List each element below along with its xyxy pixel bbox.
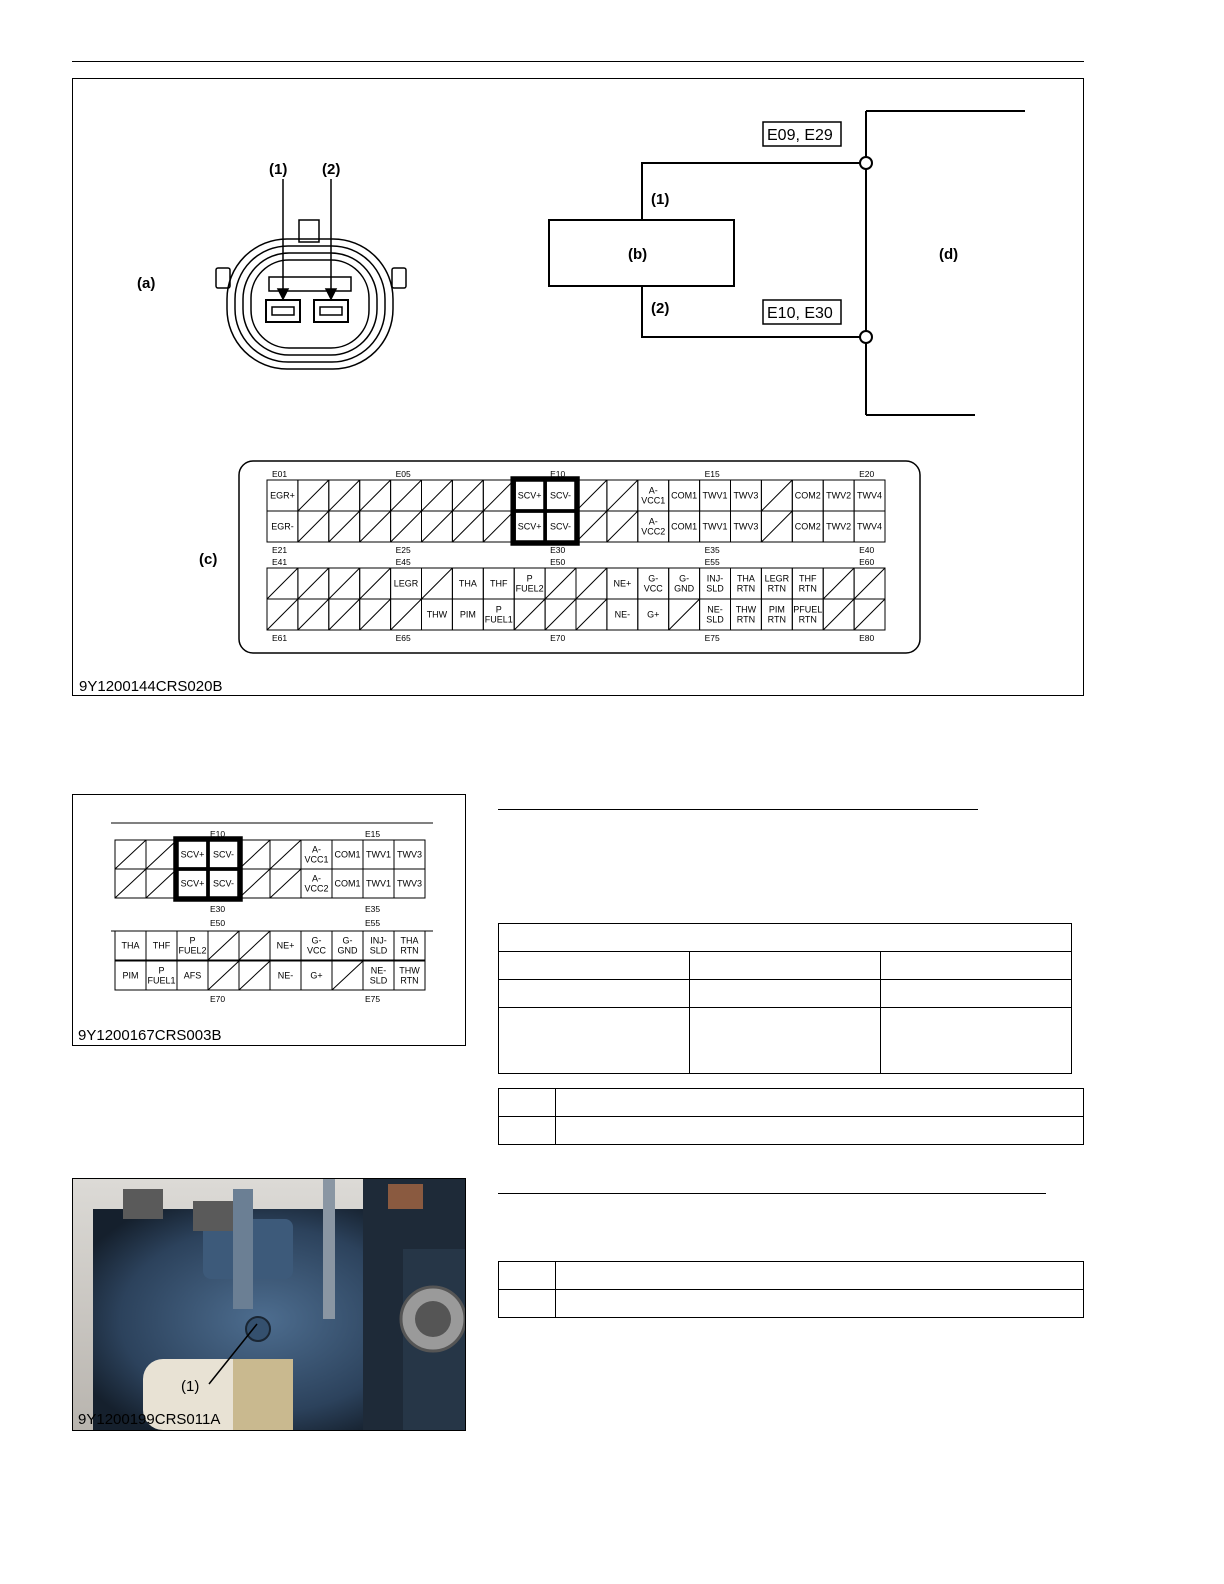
pin-label: THF [152, 940, 171, 951]
section-rule-1 [498, 809, 978, 810]
pin-label: PIM [122, 970, 139, 981]
pin-label: FUEL1 [484, 614, 513, 625]
empty-pin-slash [576, 568, 607, 599]
pin-position-label: E35 [365, 904, 381, 914]
empty-pin-slash [239, 840, 270, 869]
empty-pin-slash [329, 480, 360, 511]
pin-position-label: E65 [395, 633, 411, 643]
pin-position-label: E70 [210, 994, 226, 1004]
pin-label: SCV- [212, 849, 235, 860]
table-cell [499, 1117, 556, 1145]
pin-position-label: E10 [550, 469, 566, 479]
pin-label: THA [400, 935, 419, 946]
empty-pin-slash [422, 480, 453, 511]
pin-label: TWV3 [396, 849, 423, 860]
empty-pin-slash [391, 511, 422, 542]
pin-position-label: E15 [704, 469, 720, 479]
terminal-top-label: E09, E29 [767, 127, 833, 144]
pin-label: G+ [310, 970, 323, 981]
pin-label: RTN [400, 975, 419, 986]
pin-label: NE- [707, 604, 723, 615]
pin-position-label: E35 [704, 545, 720, 555]
empty-pin-slash [576, 480, 607, 511]
empty-pin-slash [115, 840, 146, 869]
empty-pin-slash [267, 599, 298, 630]
pin-label: VCC2 [641, 526, 666, 537]
pin-position-label: E41 [272, 557, 288, 567]
pin-label: NE- [370, 965, 387, 976]
empty-pin-slash [329, 568, 360, 599]
pin-label: SCV+ [517, 521, 542, 532]
pin-label: A- [312, 844, 321, 855]
pin-label: TWV2 [826, 490, 852, 501]
empty-pin-slash [329, 511, 360, 542]
empty-pin-slash [146, 840, 177, 869]
table-cell [881, 1008, 1072, 1074]
pin-label: NE+ [276, 940, 295, 951]
pin-label: A- [312, 873, 321, 884]
table-cell [499, 1089, 556, 1117]
result-table-1 [498, 1088, 1084, 1145]
pin-label: GND [337, 945, 358, 956]
pin-label: THA [121, 940, 140, 951]
ecu-pin-grid [267, 469, 885, 643]
pin-label: A- [648, 485, 658, 496]
label-b: (b) [628, 246, 648, 263]
pin-label: COM1 [671, 490, 698, 501]
pin-label: COM1 [671, 521, 698, 532]
pin-position-label: E30 [550, 545, 566, 555]
measurement-table [498, 923, 1072, 1074]
pin-position-label: E55 [365, 918, 381, 928]
wiring-diagram-figure [72, 78, 1084, 696]
pin-position-label: E45 [395, 557, 411, 567]
pin-label: P [526, 573, 533, 584]
pin-label: VCC1 [641, 495, 666, 506]
pin-label: RTN [798, 614, 817, 625]
table-cell [499, 1008, 690, 1074]
pin-label: TWV1 [365, 878, 392, 889]
pin-label: PIM [459, 609, 476, 620]
pin-label: TWV1 [365, 849, 392, 860]
pin-label: INJ- [706, 573, 724, 584]
pin-label: FUEL2 [178, 945, 207, 956]
empty-pin-slash [298, 599, 329, 630]
empty-pin-slash [607, 511, 638, 542]
empty-pin-slash [545, 568, 576, 599]
empty-pin-slash [360, 568, 391, 599]
pin-label: INJ- [370, 935, 387, 946]
ecu-detail [73, 795, 465, 1045]
pin-label: TWV3 [396, 878, 423, 889]
empty-pin-slash [576, 599, 607, 630]
engine-photo [72, 1178, 466, 1431]
table-cell [499, 952, 690, 980]
empty-pin-slash [761, 480, 792, 511]
connector-drawing [216, 220, 406, 369]
empty-pin-slash [239, 869, 270, 898]
pin-label: TWV1 [702, 490, 728, 501]
pin-label: THA [458, 578, 477, 589]
pin-label: LEGR [393, 578, 419, 589]
label-a: (a) [137, 275, 156, 292]
pin-label: VCC1 [304, 854, 329, 865]
pin-position-label: E05 [395, 469, 411, 479]
empty-pin-slash [514, 599, 545, 630]
empty-pin-slash [270, 869, 301, 898]
pin-label: TWV4 [857, 521, 883, 532]
pin-label: COM2 [794, 521, 821, 532]
empty-pin-slash [267, 568, 298, 599]
pin-label: NE- [277, 970, 294, 981]
pin-label: COM1 [334, 849, 361, 860]
empty-pin-slash [854, 568, 885, 599]
wire-2-label: (2) [651, 300, 670, 317]
pin-label: AFS [183, 970, 202, 981]
pin-label: THW [399, 965, 420, 976]
pin-label: G- [679, 573, 690, 584]
pin-position-label: E75 [365, 994, 381, 1004]
empty-pin-slash [669, 599, 700, 630]
pin-label: G- [311, 935, 322, 946]
table-cell [499, 980, 690, 1008]
empty-pin-slash [761, 511, 792, 542]
pin-label: TWV3 [733, 490, 759, 501]
pin-label: PIM [768, 604, 785, 615]
pin-label: VCC2 [304, 883, 329, 894]
pin-label: PFUEL [793, 604, 823, 615]
schematic [549, 111, 1025, 415]
pin-position-label: E20 [859, 469, 875, 479]
pin-label: VCC [643, 583, 663, 594]
pin-position-label: E40 [859, 545, 875, 555]
empty-pin-slash [360, 480, 391, 511]
pin-label: SLD [706, 614, 724, 625]
empty-pin-slash [545, 599, 576, 630]
empty-pin-slash [329, 599, 360, 630]
pin-label: RTN [736, 583, 756, 594]
photo-callout-1: (1) [181, 1378, 200, 1395]
empty-pin-slash [391, 480, 422, 511]
pin-position-label: E21 [272, 545, 288, 555]
pin-position-label: E01 [272, 469, 288, 479]
pin-label: G- [648, 573, 659, 584]
figure-code: 9Y1200144CRS020B [79, 678, 223, 695]
empty-pin-slash [452, 511, 483, 542]
table-cell [881, 952, 1072, 980]
callout-2-label: (2) [322, 161, 341, 178]
pin-label: TWV2 [826, 521, 852, 532]
pin-label: RTN [767, 583, 787, 594]
pin-label: SCV- [550, 490, 572, 501]
label-c: (c) [199, 551, 218, 568]
pin-label: G+ [647, 609, 660, 620]
pin-label: A- [648, 516, 658, 527]
empty-pin-slash [239, 961, 270, 990]
wire-1-label: (1) [651, 191, 670, 208]
empty-pin-slash [823, 568, 854, 599]
empty-pin-slash [332, 961, 363, 990]
pin-label: THF [799, 573, 817, 584]
empty-pin-slash [607, 480, 638, 511]
empty-pin-slash [483, 511, 514, 542]
pin-label: SLD [369, 945, 388, 956]
empty-pin-slash [576, 511, 607, 542]
table-cell [556, 1089, 1084, 1117]
table-cell [690, 980, 881, 1008]
empty-pin-slash [298, 511, 329, 542]
pin-label: LEGR [764, 573, 790, 584]
table-header [499, 924, 1072, 952]
pin-label: RTN [767, 614, 787, 625]
table-cell [556, 1262, 1084, 1290]
empty-pin-slash [483, 480, 514, 511]
pin-label: SCV- [212, 878, 235, 889]
pin-label: THW [735, 604, 757, 615]
page-header-rule [72, 61, 1084, 62]
pin-label: COM1 [334, 878, 361, 889]
empty-pin-slash [146, 869, 177, 898]
empty-pin-slash [270, 840, 301, 869]
pin-position-label: E10 [210, 829, 226, 839]
pin-label: THA [736, 573, 755, 584]
pin-position-label: E50 [550, 557, 566, 567]
pin-label: NE+ [613, 578, 632, 589]
result-table-2 [498, 1261, 1084, 1318]
pin-label: TWV1 [702, 521, 728, 532]
callout-1-label: (1) [269, 161, 288, 178]
pin-label: RTN [736, 614, 756, 625]
empty-pin-slash [422, 568, 453, 599]
pin-label: G- [342, 935, 353, 946]
pin-label: COM2 [794, 490, 821, 501]
section-rule-2 [498, 1193, 1046, 1194]
pin-position-label: E60 [859, 557, 875, 567]
empty-pin-slash [360, 511, 391, 542]
figure-code-2: 9Y1200167CRS003B [78, 1027, 222, 1044]
empty-pin-slash [391, 599, 422, 630]
pin-label: THF [490, 578, 508, 589]
empty-pin-slash [115, 869, 146, 898]
table-cell [690, 952, 881, 980]
empty-pin-slash [208, 931, 239, 960]
pin-label: RTN [798, 583, 817, 594]
pin-label: EGR+ [270, 490, 295, 501]
empty-pin-slash [823, 599, 854, 630]
pin-label: VCC [306, 945, 327, 956]
pin-label: TWV4 [857, 490, 883, 501]
table-cell [499, 1290, 556, 1318]
empty-pin-slash [452, 480, 483, 511]
empty-pin-slash [208, 961, 239, 990]
photo-code: 9Y1200199CRS011A [78, 1411, 221, 1428]
pin-label: THW [426, 609, 448, 620]
pin-position-label: E25 [395, 545, 411, 555]
pin-label: SLD [369, 975, 388, 986]
pin-label: P [189, 935, 196, 946]
empty-pin-slash [854, 599, 885, 630]
pin-label: P [495, 604, 502, 615]
pin-label: SCV+ [180, 878, 205, 889]
pin-position-label: E50 [210, 918, 226, 928]
pin-label: NE- [614, 609, 631, 620]
empty-pin-slash [239, 931, 270, 960]
ecu-detail-figure [72, 794, 466, 1046]
ecu-detail-grid [111, 823, 433, 1004]
pin-position-label: E70 [550, 633, 566, 643]
table-cell [499, 1262, 556, 1290]
pin-label: TWV3 [733, 521, 759, 532]
pin-label: GND [674, 583, 695, 594]
label-d: (d) [939, 246, 959, 263]
pin-position-label: E80 [859, 633, 875, 643]
pin-label: FUEL1 [147, 975, 176, 986]
pin-label: P [158, 965, 165, 976]
table-cell [690, 1008, 881, 1074]
empty-pin-slash [422, 511, 453, 542]
pin-position-label: E30 [210, 904, 226, 914]
table-cell [556, 1117, 1084, 1145]
pin-position-label: E75 [704, 633, 720, 643]
pin-label: SCV+ [180, 849, 205, 860]
empty-pin-slash [298, 480, 329, 511]
pin-label: EGR- [271, 521, 294, 532]
pin-label: SCV+ [517, 490, 542, 501]
pin-label: SCV- [550, 521, 572, 532]
pin-label: RTN [400, 945, 419, 956]
pin-label: SLD [706, 583, 724, 594]
empty-pin-slash [360, 599, 391, 630]
empty-pin-slash [298, 568, 329, 599]
pin-position-label: E15 [365, 829, 381, 839]
pin-label: FUEL2 [515, 583, 544, 594]
pin-position-label: E61 [272, 633, 288, 643]
wiring-diagram [73, 79, 1083, 695]
terminal-bottom-label: E10, E30 [767, 305, 833, 322]
table-cell [881, 980, 1072, 1008]
table-cell [556, 1290, 1084, 1318]
pin-position-label: E55 [704, 557, 720, 567]
